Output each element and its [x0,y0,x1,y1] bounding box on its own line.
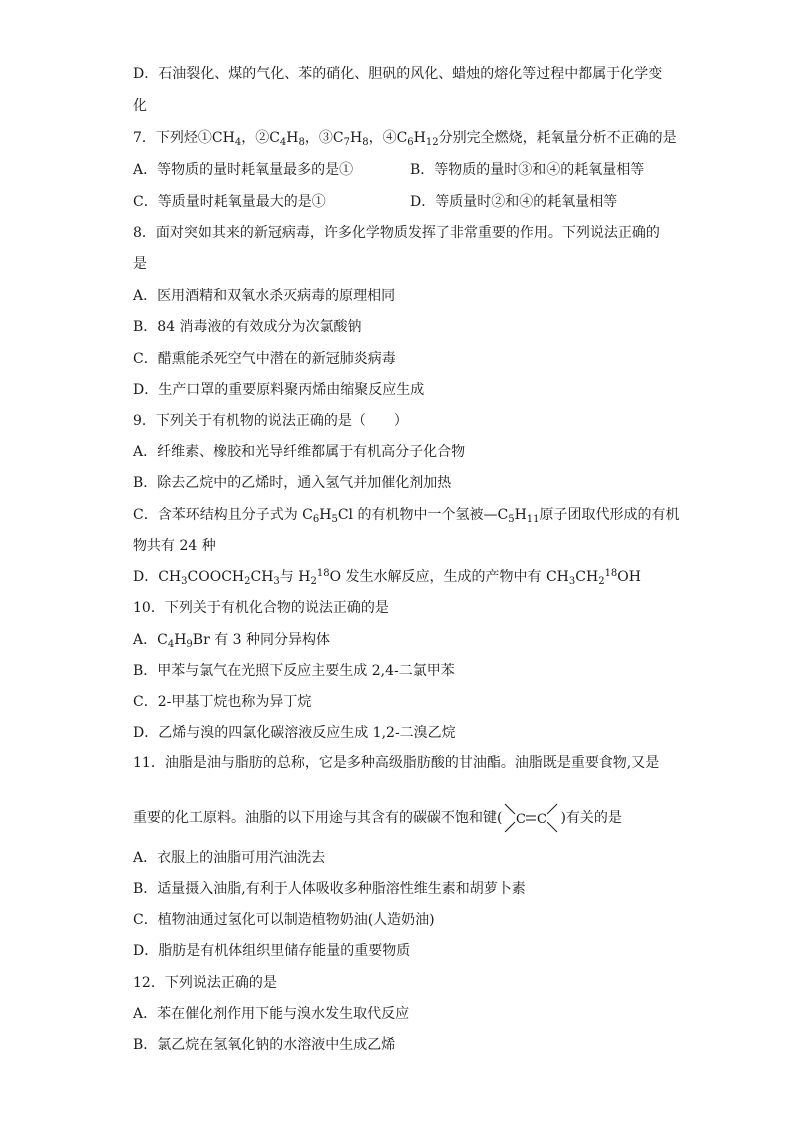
option-12b: B．氯乙烷在氢氧化钠的水溶液中生成乙烯 [133,1037,396,1053]
option-8a: A．医用酒精和双氧水杀灭病毒的原理相同 [133,288,396,304]
question-12-stem: 12．下列说法正确的是 [133,975,277,991]
question-8-stem-line1: 8．面对突如其来的新冠病毒，许多化学物质发挥了非常重要的作用。下列说法正确的 [133,225,660,241]
option-8c: C．醋熏能杀死空气中潜在的新冠肺炎病毒 [133,351,396,367]
option-11a: A．衣服上的油脂可用汽油洗去 [133,850,326,866]
question-7-options-ab [133,160,693,180]
question-7-stem: 7．下列烃$①CH_4$，$②C_4H_8$，$③C_7H_8$，$④C_6H_{12}$分别完全燃烧，耗氧量分析不正确的是 [133,130,677,148]
option-9b: B．除去乙烷中的乙烯时，通入氢气并加催化剂加热 [133,475,452,491]
option-7d: D．等质量时②和④的耗氧量相等 [410,194,618,210]
carbon-double-bond-diagram [503,800,559,836]
bond-carbon-left: C [516,812,527,827]
option-7b: B．等物质的量时③和④的耗氧量相等 [410,162,645,178]
question-10-stem: 10．下列关于有机化合物的说法正确的是 [133,600,389,616]
question-11-stem-line2: 重要的化工原料。油脂的以下用途与其含有的碳碳不饱和键( C C )有关的是 [133,800,622,836]
option-6d-line1: D．石油裂化、煤的气化、苯的硝化、胆矾的风化、蜡烛的熔化等过程中都属于化学变 [133,66,663,82]
option-10c: C．2-甲基丁烷也称为异丁烷 [133,694,312,710]
option-10d: D．乙烯与溴的四氯化碳溶液反应生成 1,2-二溴乙烷 [133,725,456,741]
question-9-stem: 9．下列关于有机物的说法正确的是（ ） [133,413,408,429]
option-9c-line2: 物共有 24 种 [133,538,216,554]
option-12a: A．苯在催化剂作用下能与溴水发生取代反应 [133,1006,410,1022]
option-7a: A．等物质的量时耗氧量最多的是① [133,162,354,178]
option-9d: D．$CH_3COOCH_2CH_3$与 $H_2^{18}O$ 发生水解反应，生成的产物中有 $CH_3CH_2^{18}OH$ [133,568,641,587]
option-11d: D．脂肪是有机体组织里储存能量的重要物质 [133,943,411,959]
question-7-options-cd [133,192,693,212]
option-9c-line1: C．含苯环结构且分子式为 $C_6H_5Cl$ 的有机物中一个氢被$—C_5H_{11}$原子团取代形成的有机 [133,507,680,525]
option-11b: B．适量摄入油脂,有利于人体吸收多种脂溶性维生素和胡萝卜素 [133,881,526,897]
option-10b: B．甲苯与氯气在光照下反应主要生成 2,4-二氯甲苯 [133,663,455,679]
option-7c: C．等质量时耗氧量最大的是① [133,194,326,210]
option-9a: A．纤维素、橡胶和光导纤维都属于有机高分子化合物 [133,444,466,460]
option-10a: A．$C_4H_9Br$ 有 3 种同分异构体 [133,632,331,650]
question-8-stem-line2: 是 [133,256,147,272]
option-11c: C．植物油通过氢化可以制造植物奶油(人造奶油) [133,912,435,928]
option-8d: D．生产口罩的重要原料聚丙烯由缩聚反应生成 [133,382,425,398]
option-8b: B．84 消毒液的有效成分为次氯酸钠 [133,319,362,335]
bond-carbon-right: C [537,812,548,827]
question-11-stem-line1: 11．油脂是油与脂肪的总称，它是多种高级脂肪酸的甘油酯。油脂既是重要食物,又是 [133,755,660,771]
option-6d-line2: 化 [133,98,147,114]
